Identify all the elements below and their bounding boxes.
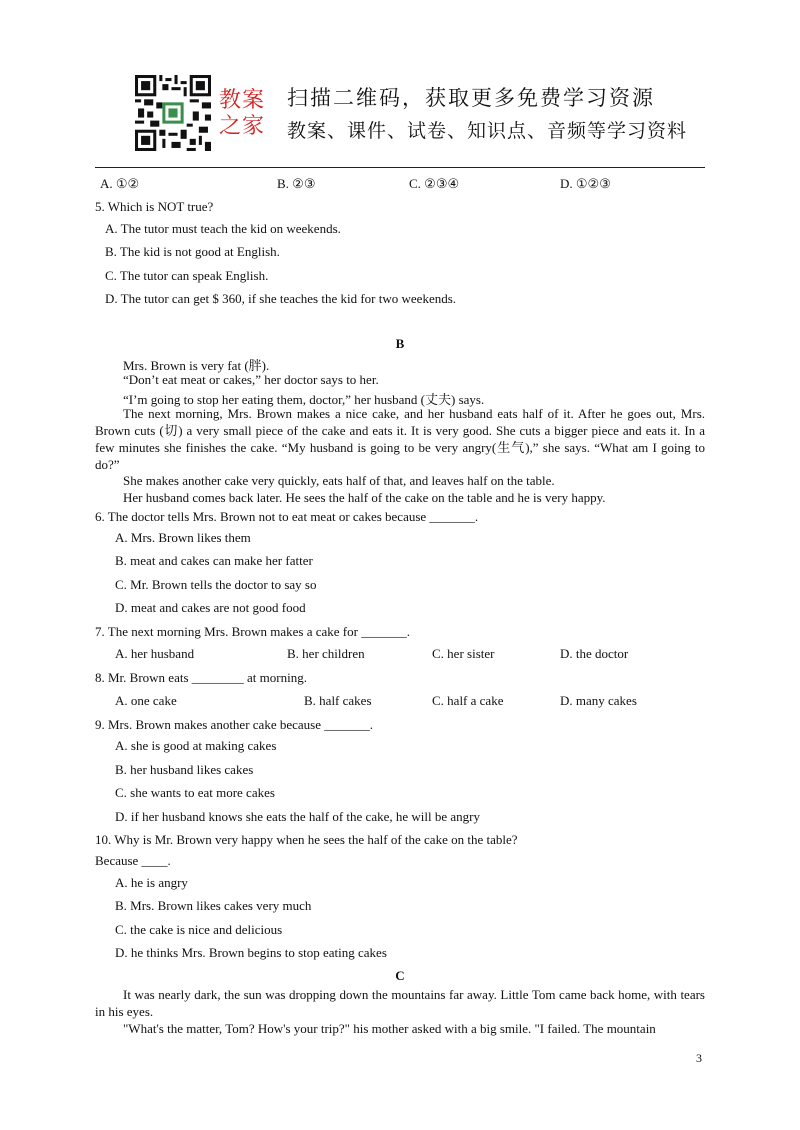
q7-stem: 7. The next morning Mrs. Brown makes a cake for _______. — [95, 624, 410, 639]
q8-option-c: C. half a cake — [432, 693, 504, 708]
q8-stem: 8. Mr. Brown eats ________ at morning. — [95, 670, 307, 685]
q7-option-a: A. her husband — [115, 646, 195, 661]
q5-stem: 5. Which is NOT true? — [95, 199, 214, 214]
header-divider — [95, 167, 705, 168]
page-header — [95, 70, 705, 166]
q9-option-b: B. her husband likes cakes — [115, 762, 254, 777]
q10-option-b: B. Mrs. Brown likes cakes very much — [115, 898, 312, 913]
q7-option-d: D. the doctor — [560, 646, 629, 661]
q10-stem-continued: Because ____. — [95, 853, 171, 868]
q5-option-a: A. The tutor must teach the kid on weekends. — [105, 221, 341, 236]
q4-option-a: A. ①② — [100, 176, 140, 191]
header-tagline-1: 扫描二维码，获取更多免费学习资源 — [287, 86, 655, 110]
section-c-title: C — [395, 968, 405, 983]
q10-stem: 10. Why is Mr. Brown very happy when he sees the half of the cake on the table? — [95, 832, 518, 847]
section-b-para-5: She makes another cake very quickly, eats half of that, and leaves half on the table. — [123, 473, 555, 488]
page-number: 3 — [696, 1051, 702, 1065]
q6-stem: 6. The doctor tells Mrs. Brown not to eat meat or cakes because _______. — [95, 509, 479, 524]
q7-option-b: B. her children — [287, 646, 365, 661]
section-c-para-2: "What's the matter, Tom? How's your trip?" his mother asked with a big smile. "I failed. The mountain — [123, 1021, 656, 1036]
q7-option-c: C. her sister — [432, 646, 495, 661]
q10-option-a: A. he is angry — [115, 875, 188, 890]
logo-line-2: 之家 — [219, 114, 266, 139]
q6-option-b: B. meat and cakes can make her fatter — [115, 553, 313, 568]
q6-option-a: A. Mrs. Brown likes them — [115, 530, 251, 545]
q8-option-d: D. many cakes — [560, 693, 637, 708]
q10-option-d: D. he thinks Mrs. Brown begins to stop eating cakes — [115, 945, 387, 960]
q9-stem: 9. Mrs. Brown makes another cake because _______. — [95, 717, 373, 732]
qr-code-icon — [135, 75, 211, 151]
section-b-para-3: “I’m going to stop her eating them, doctor,” her husband (丈夫) says. — [123, 392, 485, 407]
logo-line-1: 教案 — [219, 88, 266, 113]
site-logo — [219, 88, 277, 140]
section-b-para-6: Her husband comes back later. He sees the half of the cake on the table and he is very happy. — [123, 490, 606, 505]
section-c-para-1: It was nearly dark, the sun was dropping down the mountains far away. Little Tom came back home, with tears in his eyes. — [95, 987, 705, 1019]
section-b-title: B — [395, 336, 405, 351]
q5-option-d: D. The tutor can get $ 360, if she teaches the kid for two weekends. — [105, 291, 457, 306]
q9-option-d: D. if her husband knows she eats the half of the cake, he will be angry — [115, 809, 480, 824]
q6-option-d: D. meat and cakes are not good food — [115, 600, 306, 615]
q4-option-b: B. ②③ — [277, 176, 316, 191]
q9-option-c: C. she wants to eat more cakes — [115, 785, 275, 800]
q5-option-b: B. The kid is not good at English. — [105, 244, 280, 259]
q4-option-d: D. ①②③ — [560, 176, 611, 191]
section-b-para-4: The next morning, Mrs. Brown makes a nice cake, and her husband eats half of it. After he goes out, Mrs. Brown cuts (切) a very small piece of the cake and eats it. It is very good. She cuts a bigger piece and eats it. In a few minutes she finishes the cake. “My husband is going to be very angry(生气),” she says. “What am I going to do?” — [95, 406, 705, 472]
q9-option-a: A. she is good at making cakes — [115, 738, 277, 753]
q6-option-c: C. Mr. Brown tells the doctor to say so — [115, 577, 317, 592]
q10-option-c: C. the cake is nice and delicious — [115, 922, 283, 937]
section-b-para-1: Mrs. Brown is very fat (胖). — [123, 358, 270, 373]
q5-option-c: C. The tutor can speak English. — [105, 268, 269, 283]
q8-option-a: A. one cake — [115, 693, 177, 708]
q8-option-b: B. half cakes — [304, 693, 372, 708]
header-tagline-2: 教案、课件、试卷、知识点、音频等学习资料 — [287, 120, 688, 142]
q4-option-c: C. ②③④ — [409, 176, 460, 191]
section-b-para-2: “Don’t eat meat or cakes,” her doctor says to her. — [123, 372, 379, 387]
